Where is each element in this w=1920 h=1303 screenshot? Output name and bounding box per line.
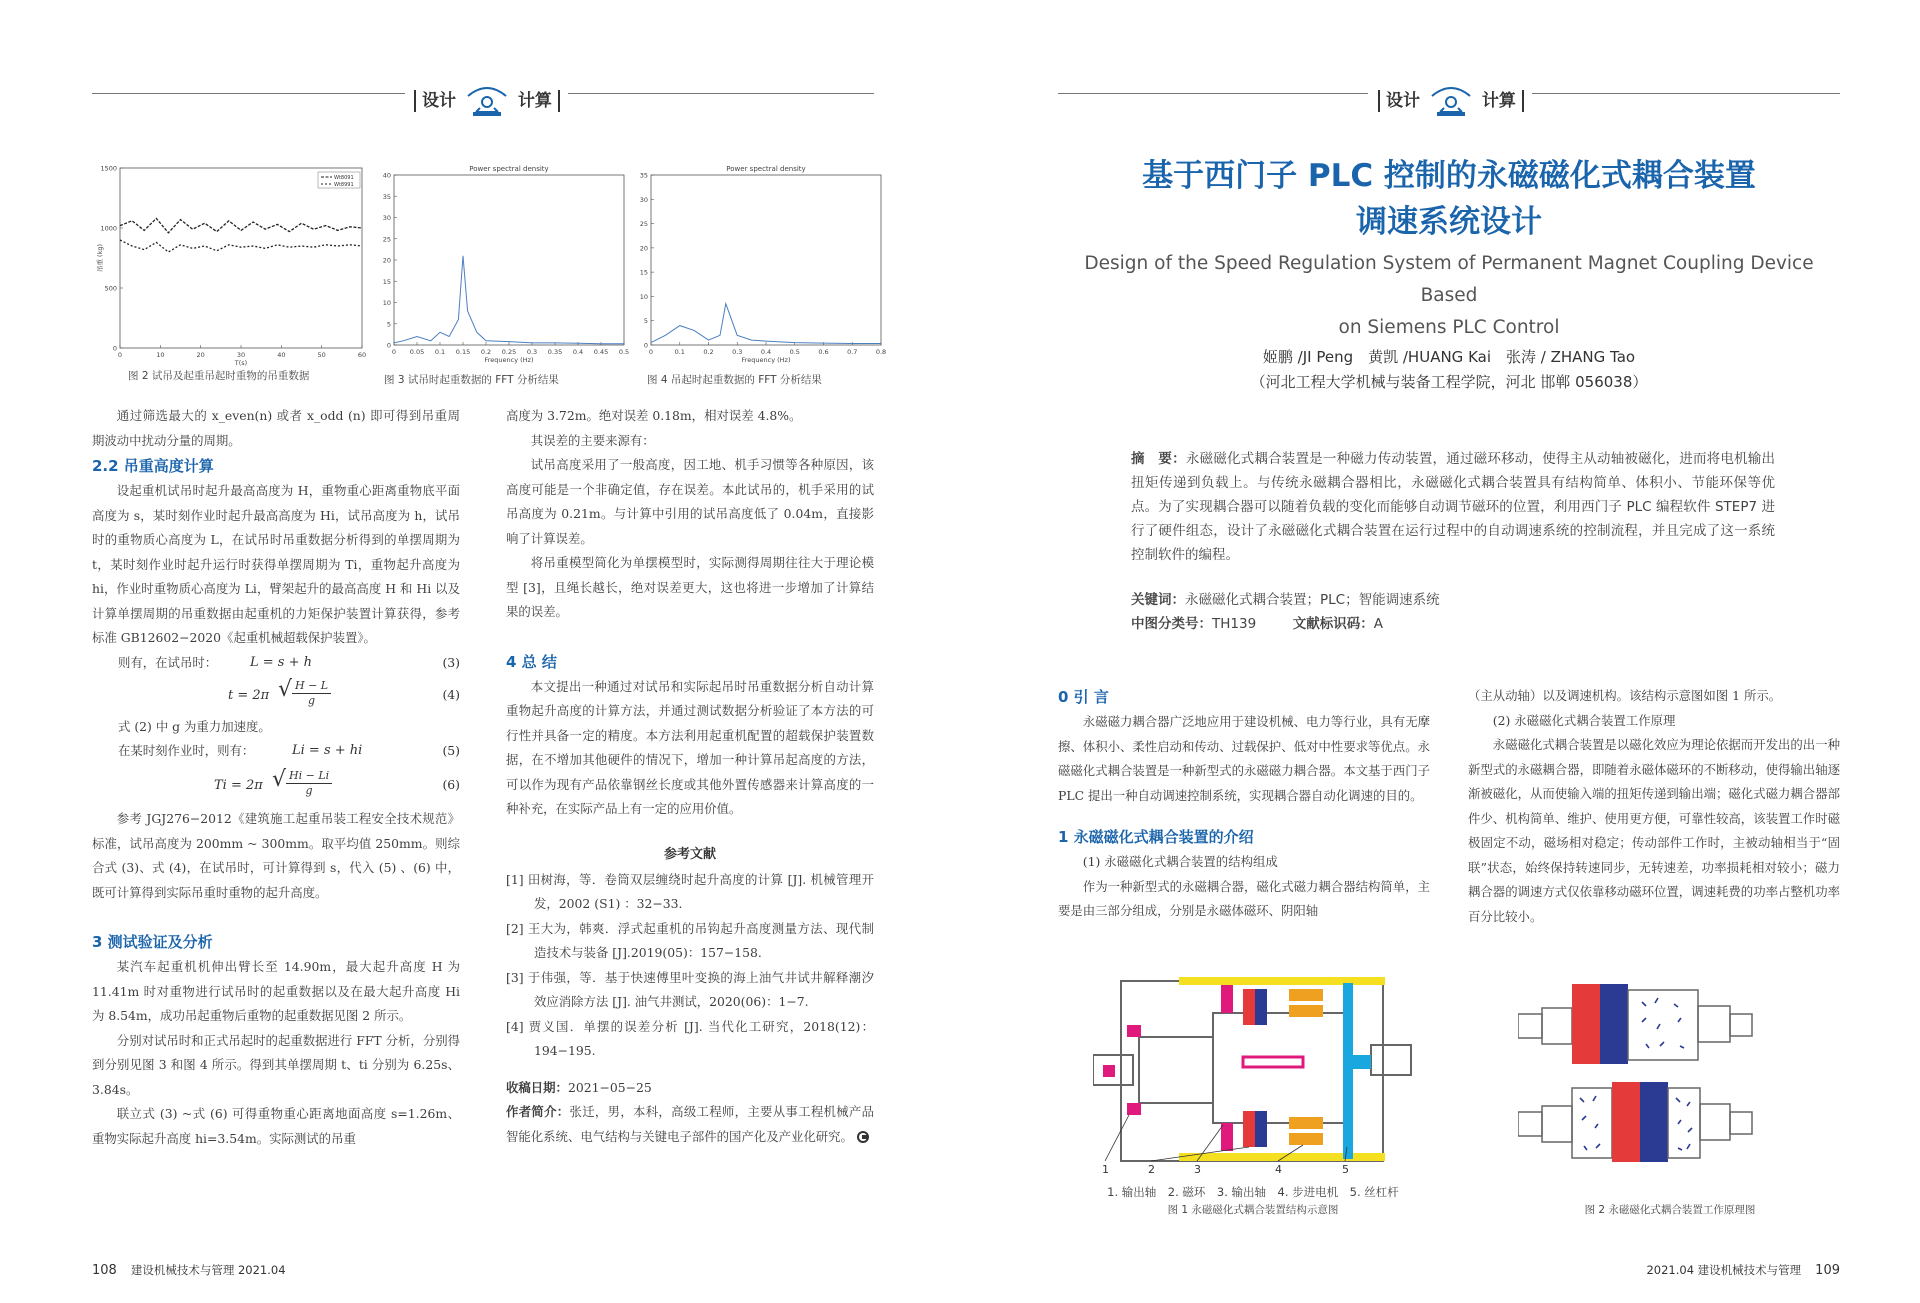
left-header-tag <box>408 82 566 120</box>
x-tick-label: 60 <box>357 351 367 359</box>
equation-4-numerator: H − L <box>292 679 331 694</box>
equation-4-number: (4) <box>442 686 460 702</box>
x-tick-label: 30 <box>236 351 246 359</box>
legend-label: Wt8991 <box>334 182 354 188</box>
y-tick-label: 500 <box>104 284 117 293</box>
x-tick-label: 0.5 <box>789 348 800 356</box>
left-shaft-key <box>1103 1065 1115 1077</box>
subsection-1: (1) 永磁磁化式耦合装置的结构组成 <box>1082 854 1278 869</box>
equation-4-denominator: g <box>308 693 316 707</box>
affiliation: （河北工程大学机械与装备工程学院，河北 邯郸 056038） <box>1250 373 1648 391</box>
y-tick-label: 20 <box>382 256 391 265</box>
x-tick-label: 0.1 <box>674 348 685 356</box>
y-axis-label: 吊重 (kg) <box>96 243 104 273</box>
chart-title: Power spectral density <box>469 165 549 173</box>
section-heading-3: 3 测试验证及分析 <box>92 933 213 951</box>
output-shaft-right <box>1371 1045 1411 1075</box>
stepper-motor-bottom-a <box>1289 1117 1323 1129</box>
equation-4-lhs: t = 2π <box>228 687 270 703</box>
paragraph: （主从动轴）以及调速机构。该结构示意图如图 1 所示。 <box>1468 688 1782 703</box>
paragraph: 永磁磁化式耦合装置是以磁化效应为理论依据而开发出的出一种新型式的永磁耦合器，即随着永磁体磁环的不断移动，使得输出轴逐渐被磁化，从而使输入端的扭矩传递到输出端；磁化式磁力耦合器部件少、机构简单、维护、使用更方便，可靠性较高，该装置工作时磁极固定不动，磁场相对稳定；传动部件工作时，主被动轴相当于“固联”状态，始终保持转速同步，无转速差，功率损耗相对较小；磁力耦合器的调速方式仅依靠移动磁环位置，调速耗费的功率占整机功率百分比较小。 <box>1468 737 1840 924</box>
figure-1-label: 1 <box>1102 1163 1109 1175</box>
paragraph: 联立式 (3) ~式 (6) 可得重物重心距离地面高度 s=1.26m、重物实际起升高度 hi=3.54m。实际测试的吊重 <box>92 1106 460 1146</box>
series-line-2 <box>120 240 362 252</box>
series-line-1 <box>120 218 362 232</box>
design-logo-icon <box>462 82 512 120</box>
paragraph: 参考 JGJ276−2012《建筑施工起重吊装工程安全技术规范》标准，试吊高度为 200mm ~ 300mm。取平均值 250mm。则综合式 (3)、式 (4)，在试吊时，可计算得到 s，代入 (5) 、(6) 中，既可计算得到实际吊重时重物的起升高度。 <box>92 811 460 900</box>
stepper-motor-top-a <box>1289 989 1323 1001</box>
figure-1-label: 2 <box>1148 1163 1155 1175</box>
magnet-blue <box>1600 984 1628 1064</box>
author-value: 张迁，男，本科，高级工程师，主要从事工程机械产品智能化系统、电气结构与关键电子部件的国产化及产业化研究。 <box>506 1104 875 1144</box>
paragraph: 式 (2) 中 g 为重力加速度。 <box>118 718 271 734</box>
keywords-text: 永磁磁化式耦合装置；PLC；智能调速系统 <box>1185 592 1440 608</box>
x-tick-label: 0.8 <box>875 348 887 356</box>
left-bottom-seal <box>1127 1103 1141 1115</box>
reference-list <box>506 868 874 1064</box>
right-header-design: 设计 <box>1386 91 1420 111</box>
figure-1-legend: 1. 输出轴 2. 磁环 3. 输出轴 4. 步进电机 5. 丝杠杆 <box>1107 1185 1399 1199</box>
magnet-blue <box>1640 1082 1668 1162</box>
x-tick-label: 50 <box>317 351 326 359</box>
x-tick-label: 0.05 <box>409 348 425 356</box>
equation-4: t = 2π √ $\frac{H - L}{g}$ (4) <box>228 676 460 707</box>
section-heading-4: 4 总 结 <box>506 652 557 671</box>
bottom-lead-screw <box>1179 1153 1385 1161</box>
paragraph: 本文提出一种通过对试吊和实际起吊时吊重数据分析自动计算重物起升高度的计算方法，并通过测试数据分析验证了本方法的可行性并具备一定的精度。本方法利用起重机配置的超载保护装置数据，在不增加其他硬件的情况下，增加一种计算吊起高度的方法，可以作为现有产品依靠钢丝长度或其他外置传感器来计算高度的一种补充，在实际产品上有一定的应用价值。 <box>506 678 874 816</box>
classification-value: TH139 <box>1212 616 1257 632</box>
y-tick-label: 0 <box>643 341 648 350</box>
y-tick-label: 35 <box>382 192 391 201</box>
figure-1-label: 5 <box>1342 1163 1349 1175</box>
reference-item: [1] 田树海，等．卷筒双层缠绕时起升高度的计算 [J]. 机械管理开发，2002 (S1) ：32−33. <box>506 871 874 911</box>
x-tick-label: 0.1 <box>434 348 446 356</box>
figure-4-caption: 图 4 吊起时起重数据的 FFT 分析结果 <box>647 374 822 386</box>
series-line-1 <box>651 304 881 344</box>
y-tick-label: 10 <box>639 292 648 301</box>
header-rule-right-a <box>1058 93 1368 94</box>
section-heading-0: 0 引 言 <box>1058 688 1109 706</box>
left-column-2 <box>506 404 874 1149</box>
center-magnet <box>1243 1057 1303 1067</box>
equation-3-number: (3) <box>442 654 460 670</box>
y-tick-label: 25 <box>639 220 648 229</box>
figure-1-caption: 图 1 永磁磁化式耦合装置结构示意图 <box>1167 1204 1339 1216</box>
plot-frame <box>651 175 881 345</box>
subsection-2: (2) 永磁磁化式耦合装置工作原理 <box>1492 712 1676 728</box>
stepper-motor-bottom-b <box>1289 1133 1323 1145</box>
equation-6-denominator: g <box>305 784 313 797</box>
english-title-line-2: on Siemens PLC Control <box>1338 317 1560 338</box>
paragraph: 高度为 3.72m。绝对误差 0.18m，相对误差 4.8%。 <box>506 408 802 423</box>
legend-label: Wt8091 <box>334 175 354 181</box>
y-tick-label: 40 <box>382 171 391 180</box>
left-top-seal <box>1127 1025 1141 1037</box>
end-plate <box>1343 983 1353 1159</box>
paragraph: 永磁磁力耦合器广泛地应用于建设机械、电力等行业，具有无摩擦、体积小、柔性启动和传动、过载保护、低对中性要求等优点。永磁磁化式耦合装置是一种新型式的永磁磁力耦合器。本文基于西门子 PLC 提出一种自动调速控制系统，实现耦合器自动化调速的目的。 <box>1058 714 1430 803</box>
y-tick-label: 1500 <box>100 164 117 173</box>
author-bio <box>506 1100 874 1149</box>
x-tick-label: 0 <box>117 351 123 359</box>
principle-bottom-state <box>1518 1082 1752 1162</box>
received-label: 收稿日期： <box>506 1079 568 1095</box>
equation-4-fraction <box>292 679 331 708</box>
left-header-calc: 计算 <box>517 91 552 111</box>
top-bearing <box>1221 985 1233 1013</box>
article-title <box>1058 153 1840 245</box>
figure-3-chart <box>374 157 632 372</box>
header-rule-right-b <box>1532 93 1840 94</box>
end-plate-hub <box>1353 1055 1371 1069</box>
x-tick-label: 0.15 <box>455 348 471 356</box>
y-tick-label: 5 <box>386 320 391 329</box>
plot-frame <box>394 175 624 345</box>
english-title-line-1: Design of the Speed Regulation System of Permanent Magnet Coupling Device Based <box>1084 253 1814 306</box>
journal-name: 2021.04 建设机械技术与管理 <box>1646 1263 1802 1277</box>
x-tick-label: 0.2 <box>703 348 714 356</box>
right-footer <box>1646 1262 1840 1278</box>
x-tick-label: 0.3 <box>526 348 538 356</box>
series-line-1 <box>394 256 624 344</box>
x-tick-label: 0 <box>648 348 654 356</box>
magnet-ring-top-blue <box>1255 989 1267 1025</box>
x-tick-label: 0.45 <box>593 348 609 356</box>
y-tick-label: 1000 <box>100 224 117 233</box>
equation-5 <box>92 739 460 763</box>
article-title-line-2: 调速系统设计 <box>1356 204 1542 240</box>
x-tick-label: 0.5 <box>618 348 630 356</box>
x-tick-label: 0.4 <box>760 348 772 356</box>
magnet-red <box>1612 1082 1640 1162</box>
reference-item: [3] 于伟强，等．基于快速傅里叶变换的海上油气井试井解释潮汐效应消除方法 [J]. 油气井测试，2020(06)：1−7. <box>506 969 874 1009</box>
equation-6-lhs: Ti = 2π <box>214 778 263 793</box>
equation-6-fraction <box>286 769 332 798</box>
y-tick-label: 0 <box>386 341 391 350</box>
equation-6-numerator: Hi − Li <box>286 769 332 784</box>
figure-3-caption: 图 3 试吊时起重数据的 FFT 分析结果 <box>384 374 559 386</box>
journal-name: 建设机械技术与管理 2021.04 <box>130 1263 286 1277</box>
reference-item: [4] 贾义国．单摆的误差分析 [J]. 当代化工研究，2018(12)：194−195. <box>506 1018 874 1058</box>
paragraph: 某汽车起重机机伸出臂长至 14.90m，最大起升高度 H 为 11.41m 时对重物进行试吊时的起重数据以及在最大起升高度 Hi 为 8.54m，成功吊起重物后重物的起重数据见图 2 所示。 <box>92 959 460 1023</box>
x-tick-label: 0.6 <box>818 348 829 356</box>
design-logo-icon <box>1426 82 1476 120</box>
section-heading-2-2: 2.2 吊重高度计算 <box>92 457 214 475</box>
figure-4-chart <box>631 157 889 372</box>
paragraph: 作为一种新型式的永磁耦合器，磁化式磁力耦合器结构简单，主要是由三部分组成，分别是永磁体磁环、阴阳轴 <box>1058 878 1430 918</box>
right-header-tag <box>1372 82 1530 120</box>
page-number: 109 <box>1815 1263 1840 1278</box>
equation-6-number: (6) <box>442 777 460 792</box>
chart-title: Power spectral density <box>726 165 806 173</box>
stepper-motor-top-b <box>1289 1005 1323 1017</box>
plot-frame <box>120 168 362 348</box>
figure-1-label: 3 <box>1194 1163 1201 1175</box>
left-column-1 <box>92 404 460 1151</box>
magnet-ring-bottom-red <box>1243 1111 1255 1147</box>
y-tick-label: 30 <box>639 195 648 204</box>
document-code-label: 文献标识码： <box>1292 616 1374 632</box>
page-number: 108 <box>92 1263 117 1278</box>
right-column-2 <box>1468 684 1840 929</box>
left-header-design: 设计 <box>422 91 456 111</box>
figure-2-chart <box>92 162 372 372</box>
abstract <box>1131 447 1775 567</box>
y-tick-label: 0 <box>112 344 117 353</box>
header-rule-left-b <box>568 93 874 94</box>
document-code-value: A <box>1373 616 1384 632</box>
x-tick-label: 0.3 <box>732 348 743 356</box>
x-axis-label: Frequency (Hz) <box>484 356 534 364</box>
y-tick-label: 25 <box>382 235 391 244</box>
paragraph: 设起重机试吊时起升最高高度为 H，重物重心距离重物底平面高度为 s，某时刻作业时起升最高高度为 Hi，试吊高度为 h，试吊时的重物质心高度为 L，在试吊时吊重数据分析得到的单摆周期为 t，某时刻作业时起升运行时获得单摆周期为 Ti，重物起升高度为 hi，作业时重物质心高度为 Li，臂架起升的最高高度 H 和 Hi 以及计算单摆周期的吊重数据由起重机的力矩保护装置计算获得，参考标准 GB12602−2020《起重机械超载保护装置》。 <box>92 483 460 645</box>
english-title <box>1058 248 1840 344</box>
magnet-red <box>1572 984 1600 1064</box>
inner-hub-left <box>1139 1037 1213 1103</box>
right-column-1 <box>1058 684 1430 924</box>
paragraph: 试吊高度采用了一般高度，因工地、机手习惯等各种原因，该高度可能是一个非确定值，存在误差。本此试吊的，机手采用的试吊高度为 0.21m。与计算中引用的试吊高度低了 0.04m，直接影响了计算误差。 <box>506 457 874 546</box>
x-tick-label: 0.4 <box>572 348 584 356</box>
equation-3-prefix: 则有，在试吊时： <box>118 654 218 670</box>
equation-5-prefix: 在某时刻作业时，则有： <box>118 743 255 758</box>
authors: 姬鹏 /JI Peng 黄凯 /HUANG Kai 张涛 / ZHANG Tao <box>1262 348 1636 366</box>
y-tick-label: 15 <box>639 268 648 277</box>
bottom-bearing <box>1221 1123 1233 1151</box>
x-tick-label: 0 <box>391 348 397 356</box>
left-footer <box>92 1262 286 1278</box>
y-tick-label: 10 <box>382 299 391 307</box>
references-title: 参考文献 <box>663 846 716 862</box>
figure-1-label: 4 <box>1275 1163 1282 1175</box>
abstract-text: 永磁磁化式耦合装置是一种磁力传动装置，通过磁环移动，使得主从动轴被磁化，进而将电机输出扭矩传递到负载上。与传统永磁耦合器相比，永磁磁化式耦合装置具有结构简单、体积小、节能环保等优点。为了实现耦合器可以随着负载的变化而能够自动调节磁环的位置，利用西门子 PLC 编程软件 STEP7 进行了硬件组态，设计了永磁磁化式耦合装置在运行过程中的自动调速系统的控制流程，并且完成了这一系统控制软件的编程。 <box>1131 451 1776 563</box>
x-tick-label: 20 <box>196 351 205 359</box>
x-axis-label: Frequency (Hz) <box>741 356 791 364</box>
section-heading-1: 1 永磁磁化式耦合装置的介绍 <box>1058 828 1254 846</box>
principle-top-state <box>1518 984 1752 1064</box>
classification-label: 中图分类号： <box>1131 616 1212 632</box>
x-tick-label: 0.7 <box>847 348 858 356</box>
keywords <box>1131 588 1775 612</box>
equation-3 <box>92 651 460 675</box>
y-tick-label: 30 <box>382 214 391 222</box>
figure-2-principle-caption: 图 2 永磁磁化式耦合装置工作原理图 <box>1584 1204 1756 1216</box>
equation-5-body: Li = s + hi <box>292 743 363 758</box>
y-tick-label: 20 <box>639 244 648 253</box>
classification <box>1131 612 1775 636</box>
paragraph: 分别对试吊时和正式吊起时的起重数据进行 FFT 分析，分别得到分别见图 3 和图 4 所示。得到其单摆周期 t、ti 分别为 6.25s、3.84s。 <box>92 1032 460 1097</box>
paragraph: 将吊重模型简化为单摆模型时，实际测得周期往往大于理论模型 [3]，且绳长越长，绝对误差更大，这也将进一步增加了计算结果的误差。 <box>506 555 874 619</box>
reference-item: [2] 王大为，韩爽．浮式起重机的吊钩起升高度测量方法、现代制造技术与装备 [J].2019(05)：157−158. <box>506 920 874 960</box>
keywords-label: 关键词： <box>1131 592 1185 608</box>
received-date <box>506 1076 874 1101</box>
paragraph: 通过筛选最大的 x_even(n) 或者 x_odd (n) 即可得到吊重周期波动中扰动分量的周期。 <box>92 408 460 448</box>
y-tick-label: 35 <box>639 171 648 180</box>
figure-2-principle-diagram <box>1518 978 1818 1178</box>
right-header-calc: 计算 <box>1481 91 1516 111</box>
author-label: 作者简介： <box>506 1104 570 1119</box>
x-tick-label: 40 <box>277 351 286 359</box>
magnet-ring-top-red <box>1243 989 1255 1025</box>
x-tick-label: 0.2 <box>480 348 492 356</box>
equation-5-number: (5) <box>442 743 460 758</box>
figure-1-structure-diagram <box>1093 975 1413 1175</box>
y-tick-label: 5 <box>643 317 648 326</box>
article-title-line-1: 基于西门子 PLC 控制的永磁磁化式耦合装置 <box>1142 158 1756 194</box>
paragraph: 其误差的主要来源有： <box>530 432 655 448</box>
received-value: 2021−05−25 <box>567 1079 652 1095</box>
top-lead-screw <box>1179 977 1385 985</box>
magnet-ring-bottom-blue <box>1255 1111 1267 1147</box>
x-tick-label: 10 <box>156 351 165 359</box>
end-mark-icon <box>857 1131 869 1143</box>
equation-3-body: L = s + h <box>250 654 312 670</box>
x-axis-label: T(s) <box>234 359 248 367</box>
x-tick-label: 0.25 <box>501 348 517 356</box>
y-tick-label: 15 <box>382 277 391 286</box>
figure-2-caption: 图 2 试吊及起重吊起时重物的吊重数据 <box>128 370 310 382</box>
x-tick-label: 0.35 <box>547 348 563 356</box>
abstract-label: 摘 要： <box>1131 451 1186 467</box>
equation-6: Ti = 2π √ $\frac{Hi - Li}{g}$ (6) <box>214 767 460 797</box>
header-rule-left-a <box>92 93 405 94</box>
